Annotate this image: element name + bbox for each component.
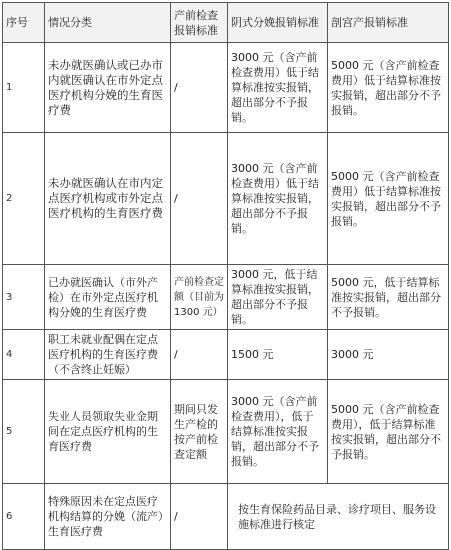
row-number: 6: [3, 484, 45, 550]
row-prenatal: /: [171, 484, 228, 550]
row-prenatal: 期间只发生产检的按产前检查定额: [171, 380, 228, 484]
table-row: [3, 133, 449, 265]
row-number: 5: [3, 380, 45, 484]
row-number: 4: [3, 330, 45, 380]
table-row: [3, 484, 449, 550]
row-cesarean: 5000 元，低于结算标准按实报销，超出部分不予报销。: [328, 265, 449, 330]
header-num: 序号: [3, 3, 45, 43]
table-row: [3, 43, 449, 133]
header-category: 情况分类: [45, 3, 171, 43]
row-vaginal: 3000 元（含产前检查费用）低于结算标准按实报销，超出部分不予报销。: [228, 43, 328, 133]
header-prenatal: 产前检查报销标准: [171, 3, 228, 43]
row-number: 3: [3, 265, 45, 330]
row-vaginal: 1500 元: [228, 330, 328, 380]
row-prenatal: /: [171, 330, 228, 380]
row-prenatal: 产前检查定额（目前为 1300 元）: [171, 265, 228, 330]
row-cesarean: 5000 元（含产前检查费用）低于结算标准按实报销，超出部分不予报销。: [328, 133, 449, 265]
row-number: 1: [3, 43, 45, 133]
row-vaginal: 3000 元，低于结算标准按实报销，超出部分不予报销。: [228, 265, 328, 330]
header-row: [3, 3, 449, 43]
row-merged-standard: 按生育保险药品目录、诊疗项目、服务设施标准进行核定: [228, 484, 449, 550]
table-row: [3, 380, 449, 484]
row-cesarean: 5000 元（含产前检查费用），低于结算标准按实报销，超出部分不予报销。: [328, 380, 449, 484]
header-vaginal: 阴式分娩报销标准: [228, 3, 328, 43]
table-row: [3, 265, 449, 330]
row-vaginal: 3000 元（含产前检查费用）低于结算标准按实报销，超出部分不予报销。: [228, 133, 328, 265]
header-cesarean: 剖宫产报销标准: [328, 3, 449, 43]
row-number: 2: [3, 133, 45, 265]
row-prenatal: /: [171, 133, 228, 265]
row-category: 已办就医确认（市外产检）在市外定点医疗机构分娩的生育医疗费: [45, 265, 171, 330]
row-category: 未办就医确认在市内定点医疗机构或市外定点医疗机构的生育医疗费: [45, 133, 171, 265]
row-category: 特殊原因未在定点医疗机构结算的分娩（流产）生育医疗费: [45, 484, 171, 550]
row-cesarean: 3000 元: [328, 330, 449, 380]
reimbursement-table: [2, 2, 449, 550]
row-category: 职工未就业配偶在定点医疗机构的生育医疗费（不含终止妊娠）: [45, 330, 171, 380]
row-prenatal: /: [171, 43, 228, 133]
row-category: 失业人员领取失业金期间在定点医疗机构的生育医疗费: [45, 380, 171, 484]
row-category: 未办就医确认或已办市内就医确认在市外定点医疗机构分娩的生育医疗费: [45, 43, 171, 133]
row-cesarean: 5000 元（含产前检查费用）低于结算标准按实报销，超出部分不予报销。: [328, 43, 449, 133]
table-row: [3, 330, 449, 380]
row-vaginal: 3000 元（含产前检查费用），低于结算标准按实报销，超出部分不予报销。: [228, 380, 328, 484]
